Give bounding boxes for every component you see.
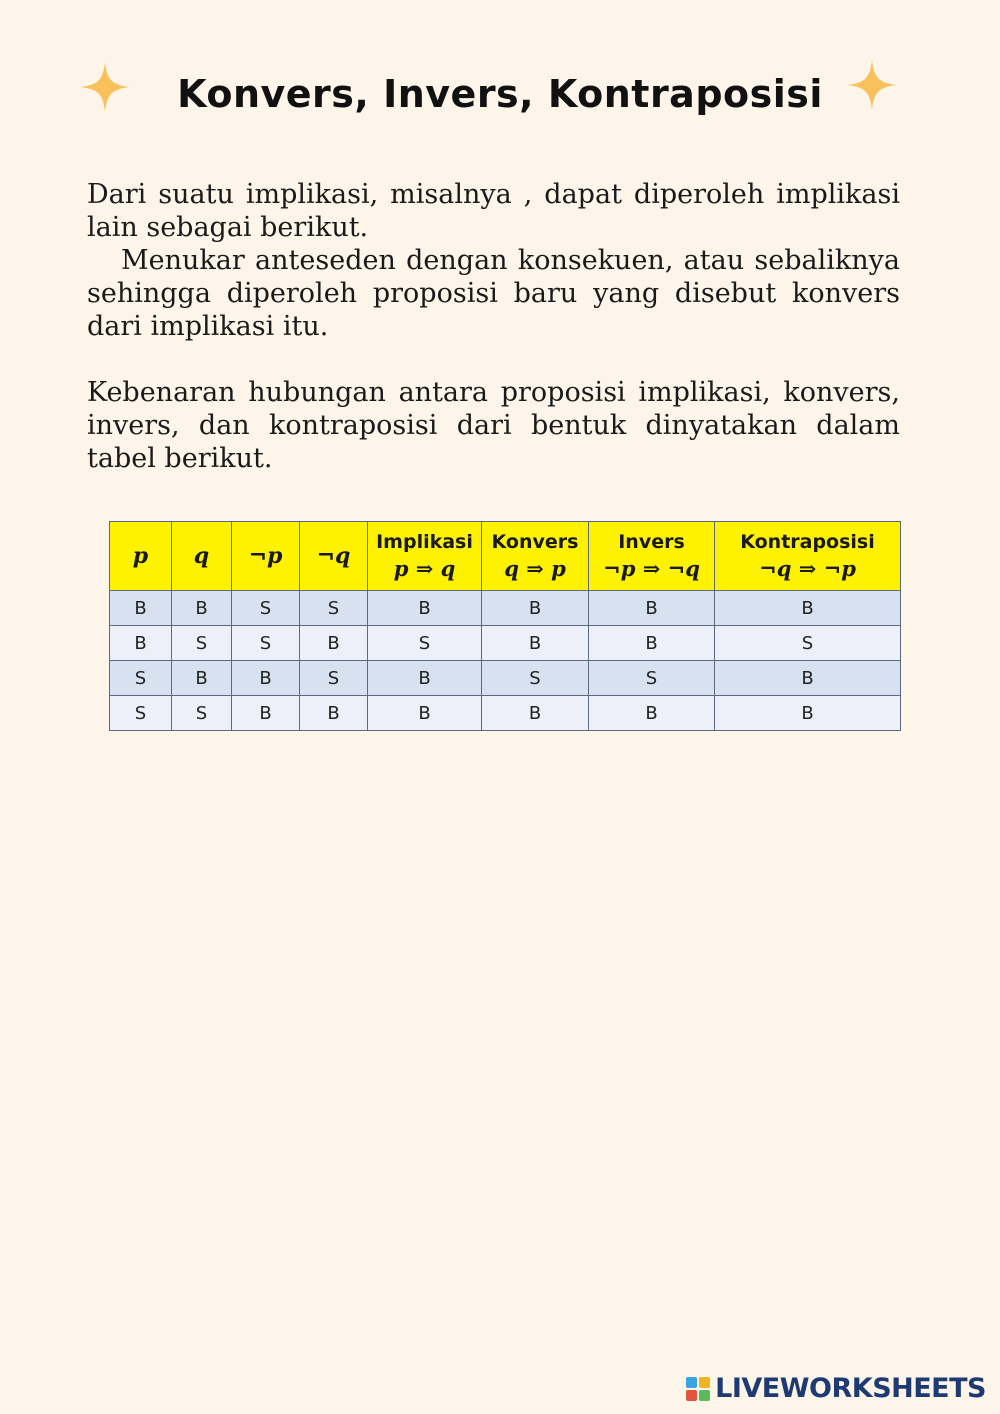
page-title: Konvers, Invers, Kontraposisi [177,72,823,116]
table-cell: S [589,661,715,696]
table-header-row [110,522,901,591]
table-cell: S [172,696,232,731]
table-cell: B [589,626,715,661]
paragraph-table-intro: Kebenaran hubungan antara proposisi implikasi, konvers, invers, dan kontraposisi dari bentuk dinyatakan dalam tabel berikut. [87,377,900,474]
table-cell: B [172,591,232,626]
truth-table [109,521,901,731]
table-cell: B [368,591,482,626]
table-cell: S [368,626,482,661]
liveworksheets-brand[interactable] [686,1373,986,1404]
table-cell: S [232,626,300,661]
table-cell: B [172,661,232,696]
header-p [110,522,172,591]
table-cell: B [715,661,901,696]
liveworksheets-logo-icon [686,1377,710,1401]
header-q [172,522,232,591]
header-label: Invers [618,531,685,553]
table-cell: B [715,591,901,626]
header-label: Konvers [491,531,579,553]
table-cell: S [172,626,232,661]
header-konvers [482,522,589,591]
header-formula: p ⇒ q [393,556,456,581]
paragraph-intro: Dari suatu implikasi, misalnya , dapat diperoleh implikasi lain sebagai berikut. [87,179,900,243]
table-cell: B [589,591,715,626]
table-cell: S [232,591,300,626]
table-cell: B [110,626,172,661]
header-kontraposisi [715,522,901,591]
table-cell: B [482,696,589,731]
table-cell: B [232,661,300,696]
table-cell: B [589,696,715,731]
table-cell: S [300,661,368,696]
truth-table-container [109,521,900,725]
table-cell: B [110,591,172,626]
table-cell: B [482,626,589,661]
table-row [110,661,901,696]
header-formula: q [193,543,210,569]
table-row [110,696,901,731]
table-cell: B [368,696,482,731]
table-cell: B [482,591,589,626]
header-not-q [300,522,368,591]
header-formula: ¬p ⇒ ¬q [603,556,700,581]
header-formula: p [132,543,149,569]
table-cell: B [232,696,300,731]
table-cell: S [482,661,589,696]
header-invers [589,522,715,591]
table-cell: S [715,626,901,661]
brand-name: LIVEWORKSHEETS [715,1373,986,1404]
table-row [110,591,901,626]
header-label: Kontraposisi [740,531,875,553]
header-formula: q ⇒ p [504,556,566,581]
table-cell: B [715,696,901,731]
header-formula: ¬p [248,543,283,569]
table-cell: B [368,661,482,696]
table-row [110,626,901,661]
header-not-p [232,522,300,591]
header-formula: ¬q [316,543,351,569]
table-cell: S [110,696,172,731]
table-cell: B [300,696,368,731]
header-implikasi [368,522,482,591]
paragraph-konvers-definition: Menukar anteseden dengan konsekuen, atau sebaliknya sehingga diperoleh proposisi baru yang disebut konvers dari implikasi itu. [87,245,900,342]
table-cell: S [110,661,172,696]
header-label: Implikasi [376,531,473,553]
table-cell: B [300,626,368,661]
table-cell: S [300,591,368,626]
header-formula: ¬q ⇒ ¬p [759,556,856,581]
